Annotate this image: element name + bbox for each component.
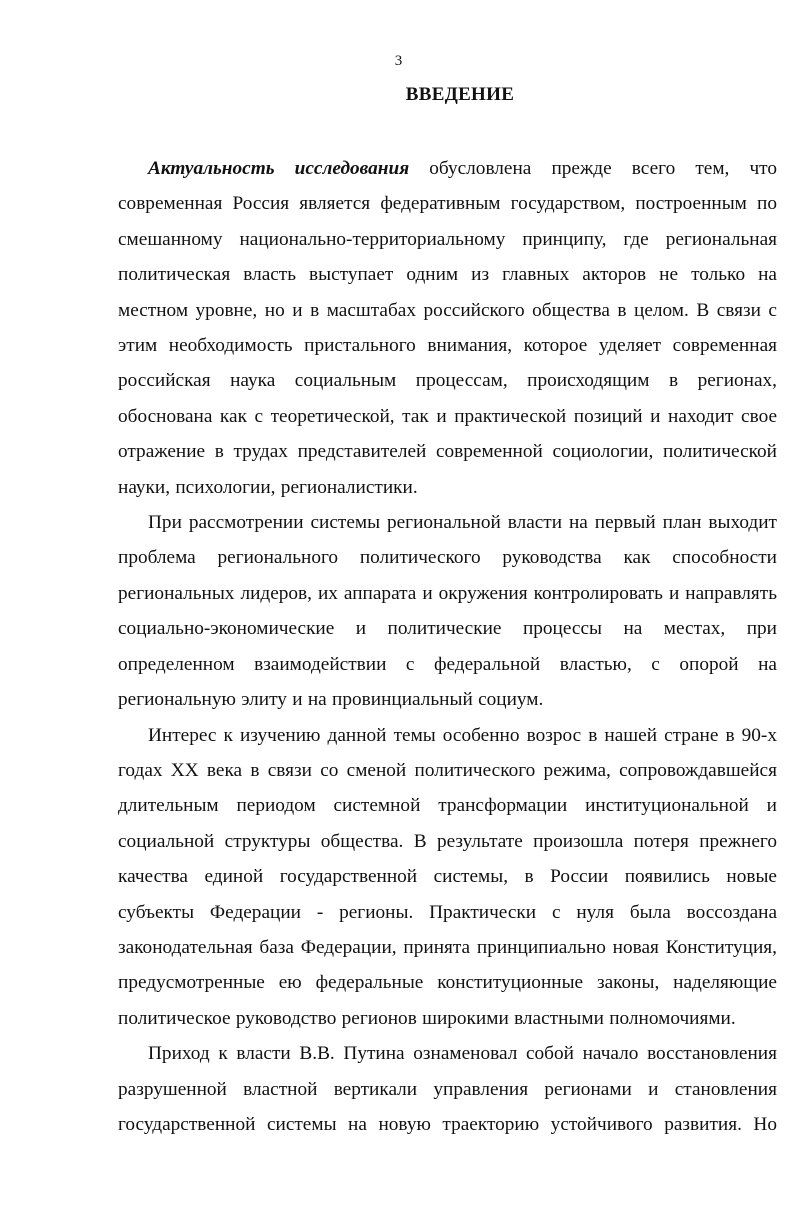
document-body [118, 151, 777, 1142]
paragraph-4: Приход к власти В.В. Путина ознаменовал собой начало восстановления разрушенной властной вертикали управления регионами и становления государственной системы на новую траекторию устойчивого развития. Но [118, 1043, 777, 1135]
paragraph-text: обусловлена прежде всего тем, что современная Россия является федеративным государством, построенным по смешанному национально-территориальному принципу, где региональная политическая власть выступает одним из главных акторов не только на местном уровне, но и в масштабах российского общества в целом. В связи с этим необходимость пристального внимания, которое уделяет современная российская наука социальным процессам, происходящим в регионах, обоснована как с теоретической, так и практической позиций и находит свое отражение в трудах представителей современной социологии, политической науки, психологии, регионалистики. [118, 158, 777, 498]
page-title: ВВЕДЕНИЕ [405, 84, 515, 105]
paragraph-1 [118, 151, 777, 505]
paragraph-3: Интерес к изучению данной темы особенно возрос в нашей стране в 90-х годах XX века в связи со сменой политического режима, сопровождавшейся длительным периодом системной трансформации институциональной и социальной структуры общества. В результате произошла потеря прежнего качества единой государственной системы, в России появились новые субъекты Федерации - регионы. Практически с нуля была воссоздана законодательная база Федерации, принята принципиально новая Конституция, предусмотренные ею федеральные конституционные законы, наделяющие политическое руководство регионов широкими властными полномочиями. [118, 724, 777, 1029]
paragraph-lead: Актуальность исследования [148, 158, 410, 179]
page-number: 3 [394, 53, 403, 69]
paragraph-2: При рассмотрении системы региональной власти на первый план выходит проблема регионального политического руководства как способности региональных лидеров, их аппарата и окружения контролировать и направлять социально-экономические и политические процессы на местах, при определенном взаимодействии с федеральной властью, с опорой на региональную элиту и на провинциальный социум. [118, 512, 777, 711]
